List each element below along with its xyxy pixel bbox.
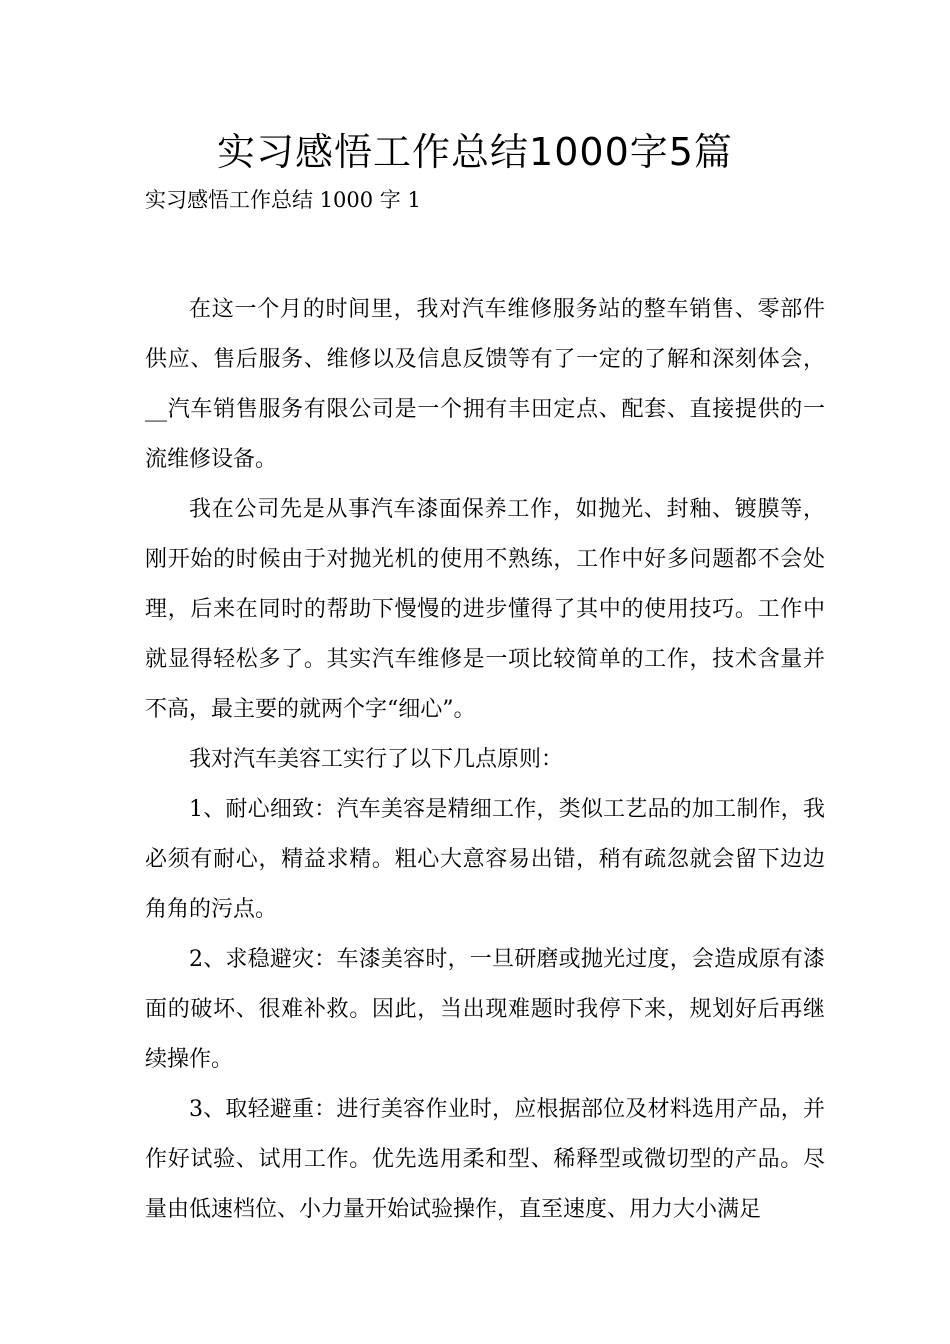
paragraph-4: 1、耐心细致：汽车美容是精细工作，类似工艺品的加工制作，我必须有耐心，精益求精。粗心大意容易出错，稍有疏忽就会留下边边角角的污点。 (145, 797, 825, 922)
section-heading: 实习感悟工作总结 1000 字 1 (145, 188, 421, 212)
paragraph-6: 3、取轻避重：进行美容作业时，应根据部位及材料选用产品，并作好试验、试用工作。优先选用柔和型、稀释型或微切型的产品。尽量由低速档位、小力量开始试验操作，直至速度、用力大小满足 (145, 1097, 825, 1222)
paragraph-5: 2、求稳避灾：车漆美容时，一旦研磨或抛光过度，会造成原有漆面的破坏、很难补救。因此，当出现难题时我停下来，规划好后再继续操作。 (145, 947, 825, 1072)
paragraph-2: 我在公司先是从事汽车漆面保养工作，如抛光、封釉、镀膜等，刚开始的时候由于对抛光机的使用不熟练，工作中好多问题都不会处理，后来在同时的帮助下慢慢的进步懂得了其中的使用技巧。工作中就显得轻松多了。其实汽车维修是一项比较简单的工作，技术含量并不高，最主要的就两个字“细心”。 (145, 497, 825, 722)
document-body (145, 285, 825, 1235)
paragraph-1: 在这一个月的时间里，我对汽车维修服务站的整车销售、零部件供应、售后服务、维修以及信息反馈等有了一定的了解和深刻体会，__汽车销售服务有限公司是一个拥有丰田定点、配套、直接提供的一流维修设备。 (145, 297, 825, 472)
paragraph-3: 我对汽车美容工实行了以下几点原则： (189, 747, 564, 772)
document-title: 实习感悟工作总结1000字5篇 (217, 130, 733, 174)
